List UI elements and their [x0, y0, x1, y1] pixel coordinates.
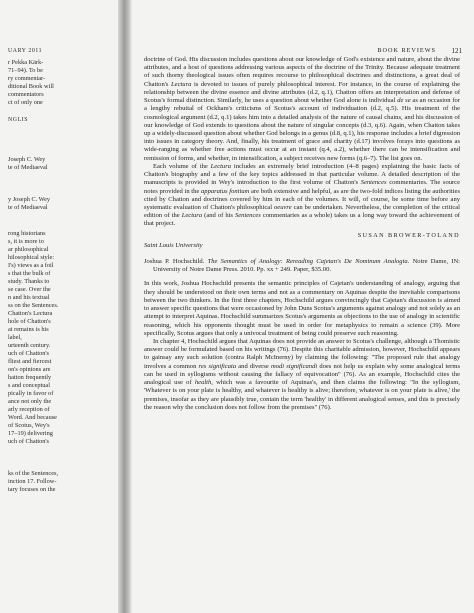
- left-page-line: 71–94). To be: [8, 67, 43, 74]
- page-number: 121: [451, 47, 462, 55]
- review2-title: The Semantics of Analogy: Rereading Cajetan's De Nominum Analogia.: [207, 258, 410, 266]
- left-page-line: UARY 2011: [8, 48, 43, 54]
- left-page-line: ks of the Sentences,: [8, 470, 59, 477]
- running-head-title: BOOK REVIEWS: [377, 47, 436, 54]
- left-page-line: y Joseph C. Wey: [8, 196, 51, 203]
- left-page-line: label,: [8, 334, 22, 341]
- left-page-line: ss on the Sentences.: [8, 302, 59, 309]
- left-page-line: Joseph C. Wey: [8, 156, 46, 163]
- left-page-line: urteenth century.: [8, 342, 51, 349]
- left-page-edge: [0, 0, 118, 613]
- left-page-line: ry commentar-: [8, 75, 46, 82]
- review2-publication: Notre Dame, IN: University of Notre Dame Press. 2010. Pp. xx + 249. Paper, $35.00.: [153, 258, 460, 274]
- left-page-line: uch of Chatton's: [8, 350, 50, 357]
- left-page-line: ditional Book will: [8, 83, 54, 90]
- left-page-line: s, it is more to: [8, 238, 44, 245]
- running-head: [140, 47, 464, 55]
- left-page-line: inction 17. Follow-: [8, 478, 57, 485]
- left-page-line: at remains is his: [8, 326, 49, 333]
- left-page-line: I's) views as a foil: [8, 262, 54, 269]
- left-page-line: Word. And because: [8, 414, 57, 421]
- left-page-line: te of Mediaeval: [8, 204, 48, 211]
- left-page-line: Chatton's Lectura: [8, 310, 53, 317]
- left-page-line: 17–19) delivering: [8, 430, 53, 437]
- left-page-line: ance not only the: [8, 398, 52, 405]
- left-page-line: uch of Chatton's: [8, 438, 50, 445]
- left-page-line: hatton frequently: [8, 374, 52, 381]
- reviewer-institution: Saint Louis University: [144, 241, 203, 249]
- left-page-line: te of Mediaeval: [8, 164, 48, 171]
- left-page-line: tary focuses on the: [8, 486, 56, 493]
- review1-paragraph-1: doctrine of God. His discussion includes questions about our knowledge of God's existence and nature, about the divine attributes, and a host of questions addressing various aspects of the doctrine of the Trinity. Because adequate treatment of such thorny theological issues often requires recourse to philosophical doctrines and distinctions, a great deal of Chatton's Lectura is devoted to issues of purely philosophical interest. For instance, in the course of explaining the relationship between the divine essence and divine attributes (d.2, q.1), Chatton offers an interpretation and defense of Scotus's formal distinction. Similarly, he uses a question about whether God alone is individual de se as an occasion for a lengthy rebuttal of Ockham's criticisms of Scotus's account of individuation (d.2, q.5). His treatment of the cosmological argument (d.2, q.1) takes him into a detailed analysis of the nature of causal chains, and his discussion of our knowledge of God extends to questions about the nature of singular concepts (d.3, q.6). Again, when Chatton takes up a widely-discussed question about whether God belongs in a genus (d.8, q.1), his response includes a brief digression into issues in category theory. And, finally, his treatment of grace and charity (d.17) involves forays into questions as wide-ranging as whether free actions must occur at an instant (q.4, a.2), whether there can be intensification and remission of forms, and whether, in intensification, a subject receives new forms (q.6–7). The list goes on.: [144, 56, 460, 162]
- left-page-line: commentators: [8, 91, 44, 98]
- left-page-line: arly reception of: [8, 406, 50, 413]
- right-page: [140, 0, 464, 613]
- review2-citation: [144, 258, 460, 274]
- left-page-line: hole of Chatton's: [8, 318, 51, 325]
- left-page-line: of Scotus, Wey's: [8, 422, 50, 429]
- left-page-line: on's opinions are: [8, 366, 51, 373]
- left-page-line: fliest and fiercest: [8, 358, 52, 365]
- left-page-line: NGLIS: [8, 117, 29, 123]
- review2-author: Joshua P. Hochschild.: [144, 258, 205, 266]
- review1-paragraph-2: Each volume of the Lectura includes an extremely brief introduction (4–8 pages) explaining the basic facts of Chatton's biography and a few of the key topics addressed in that particular volume. A detailed description of the manuscripts is provided in Wey's introduction to the first volume of Chatton's Sentences commentaries. The source notes provided in the apparatus fontium are both extensive and helpful, as are the two-fold indices listing the authorities cited by Chatton and doctrines covered by him in each of the volumes. It will, of course, be some time before any systematic evaluation of Chatton's philosophical oeuvre can be undertaken. Nevertheless, the completion of the critical edition of the Lectura (and of his Sentences commentaries as a whole) takes us a long way toward the achievement of that project.: [144, 162, 461, 228]
- left-page-line: se case. Over the: [8, 286, 51, 293]
- review2-paragraph-1: In this work, Joshua Hochschild presents the semantic principles of Cajetan's understanding of analogy, arguing that they should be understood on their own terms and not as a commentary on Aquinas despite the inevitable comparisons between the two thinkers. In the first three chapters, Hochschild argues convincingly that Cajetan's discussion is aimed to answer specific questions that were occasioned by John Duns Scotus's arguments against analogy and not solely as an attempt to interpret Aquinas. Hochschild summarizes Scotus's arguments as objections to the use of analogy in scientific reasoning, which his opponents thought must be used in order for metaphysics to remain a science (39). More specifically, Scotus argues that only a univocal treatment of being could preserve such reasoning.: [144, 280, 460, 337]
- review2-paragraph-2: In chapter 4, Hochschild argues that Aquinas does not provide an answer to Scotus's challenge, although a Thomistic answer could be formulated based on his writings (76). Despite this charitable admission, however, Hochschild appears to gainsay any such solution (contra Ralph McInerny) by claiming the following: "The proposed rule that analogy involves a common res significata and diverse modi significandi does not help us explain why some analogical terms can be used in syllogisms without causing the fallacy of equivocation" (76). As an example, Hochschild cites the analogical use of health, which was a favourite of Aquinas's, and then claims the following: "In the syllogism, 'Whatever is on your plate is healthy, and whatever is healthy is alive; therefore, whatever is on your plate is alive,' the premises, insofar as they are plausibly true, contain the term 'healthy' in different analogical senses, and this is precisely the reason why the conclusion does not follow from the premises" (76).: [144, 338, 460, 411]
- reviewer-name: SUSAN BROWER-TOLAND: [357, 231, 460, 239]
- left-page-line: rong historians: [8, 230, 46, 237]
- left-page-line: ar philosophical: [8, 246, 49, 253]
- left-page-line: r Pekka Kärk-: [8, 59, 44, 66]
- book-gutter: [118, 0, 132, 613]
- left-page-line: hilosophical style:: [8, 254, 54, 261]
- left-page-line: s that the bulk of: [8, 270, 51, 277]
- left-page-line: study. Thanks to: [8, 278, 50, 285]
- left-page-line: ct of only one: [8, 99, 43, 106]
- left-page-line: pically in favor of: [8, 390, 54, 397]
- left-page-line: n and his textual: [8, 294, 50, 301]
- left-page-line: s and conceptual: [8, 382, 50, 389]
- page-body: [144, 56, 460, 412]
